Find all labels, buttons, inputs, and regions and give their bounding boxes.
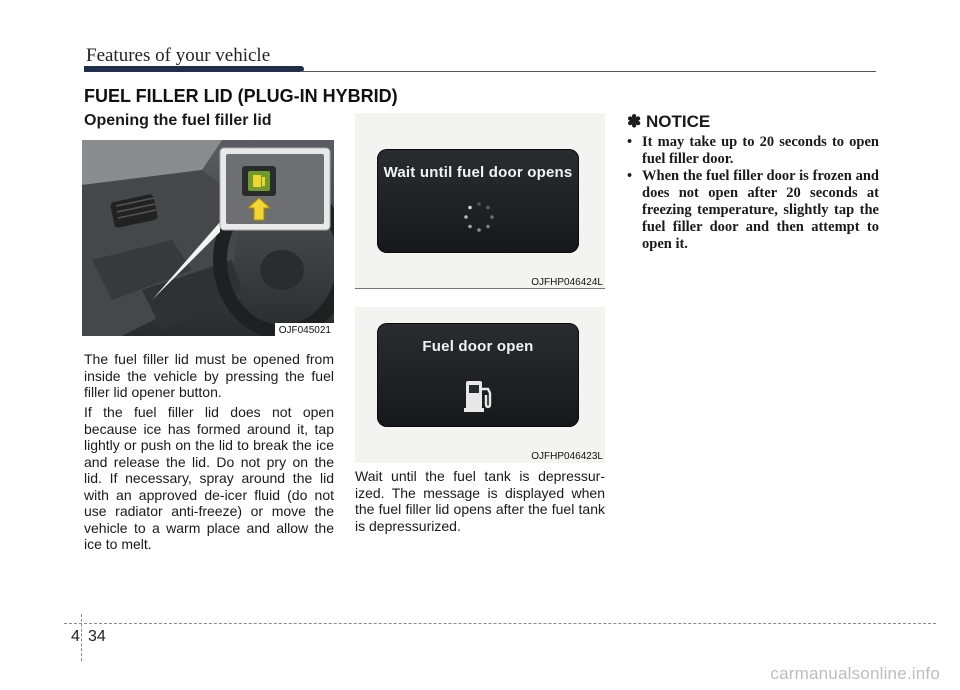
bullet: • <box>627 168 633 184</box>
display-message: Wait until fuel door opens <box>383 164 573 181</box>
footer-rule <box>64 623 936 624</box>
footer-divider <box>81 614 82 661</box>
header-accent-bar <box>84 66 304 72</box>
watermark: carmanualsonline.info <box>770 664 940 683</box>
image-code: OJFHP046423L <box>531 451 603 462</box>
dashboard-photo <box>82 140 334 336</box>
subsection-title: Opening the fuel filler lid <box>84 112 272 129</box>
image-code: OJFHP046424L <box>531 277 603 288</box>
fuel-pump-icon <box>463 377 497 413</box>
figure-divider <box>355 288 605 289</box>
image-code: OJF045021 <box>275 323 334 336</box>
display-figure-open <box>355 307 605 463</box>
notice-list <box>627 134 879 253</box>
display-message: Fuel door open <box>422 338 534 355</box>
page-number: 34 <box>88 628 106 645</box>
section-title: FUEL FILLER LID (PLUG-IN HYBRID) <box>84 86 398 106</box>
dashboard-illustration <box>82 140 334 336</box>
chapter-number: 4 <box>71 628 80 645</box>
cluster-screen <box>377 323 579 427</box>
paragraph-depressurize: Wait until the fuel tank is depressur-ized. The message is displayed when the fuel filler lid opens after the fuel tank is depressurized. <box>355 468 605 534</box>
display-figure-wait <box>355 113 605 289</box>
notice-item: • It may take up to 20 seconds to open fuel filler door. <box>627 134 879 167</box>
notice-title: ✽ NOTICE <box>627 112 711 131</box>
header-rule <box>300 71 876 72</box>
paragraph-frozen-lid: If the fuel filler lid does not open because ice has formed around it, tap lightly or push on the lid to break the ice and release the lid. Do not pry on the lid. If necessary, spray around the lid with an approved de-icer fluid (do not use radiator anti-freeze) or move the vehicle to a warm place and allow the ice to melt. <box>84 404 334 552</box>
notice-item: • When the fuel filler door is frozen and does not open after 20 seconds at freezing temperature, slightly tap the fuel filler door and then attempt to open it. <box>627 168 879 252</box>
loading-spinner-icon <box>463 201 495 233</box>
cluster-screen <box>377 149 579 253</box>
bullet: • <box>627 134 633 150</box>
running-header: Features of your vehicle <box>86 45 271 66</box>
paragraph-open-lid: The fuel filler lid must be opened from inside the vehicle by pressing the fuel filler lid opener button. <box>84 351 334 400</box>
